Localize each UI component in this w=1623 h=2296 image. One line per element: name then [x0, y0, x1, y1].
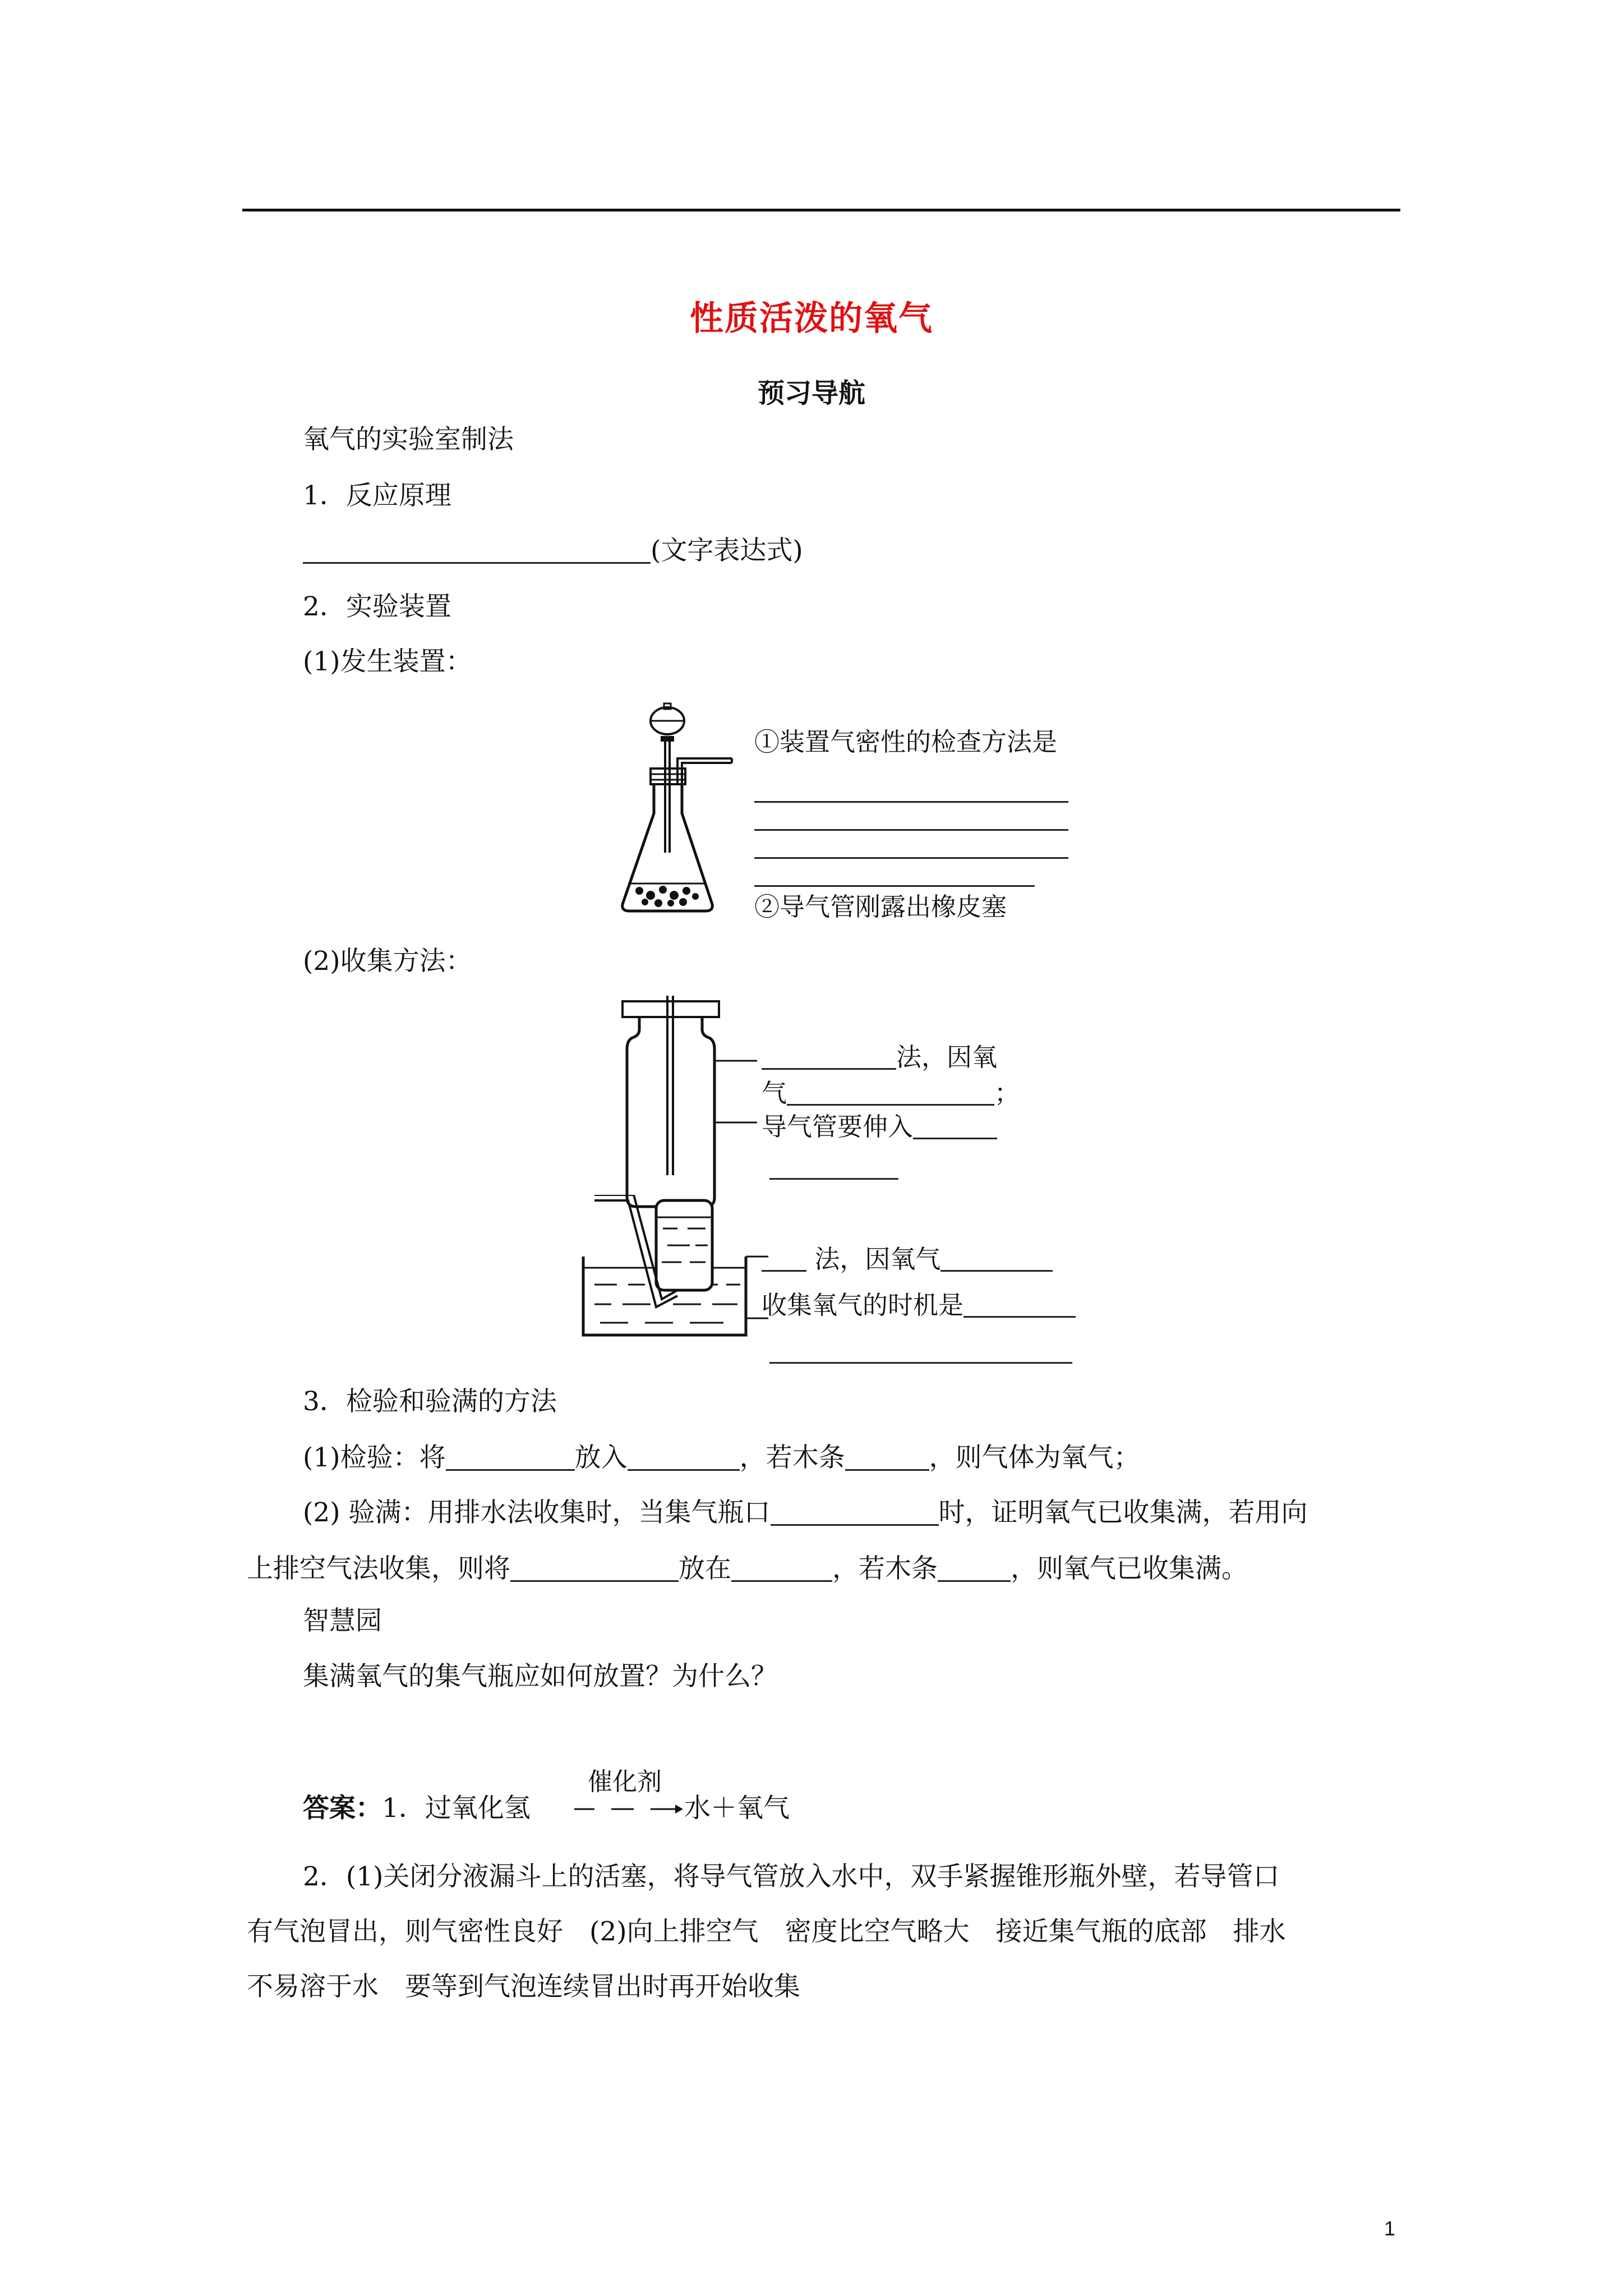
- fill-blank[interactable]: [754, 799, 1068, 803]
- fill-blank[interactable]: [769, 1176, 898, 1180]
- answer-line-4: 不易溶于水 要等到气泡连续冒出时再开始收集: [247, 1971, 800, 2002]
- water-disp-line2: 收集氧气的时机是: [762, 1291, 1076, 1318]
- upward-air-collection-diagram: [617, 996, 763, 1220]
- header-rule: [242, 209, 1400, 211]
- item-1-heading: 1．反应原理: [303, 480, 451, 511]
- catalyst-label: 催化剂: [588, 1768, 662, 1796]
- fill-blank[interactable]: [913, 1113, 997, 1139]
- item-1-answer-line: [303, 537, 803, 564]
- item-3-heading: 3．检验和验满的方法: [303, 1386, 557, 1417]
- water-displacement-diagram: [578, 1195, 768, 1341]
- item-2-heading: 2．实验装置: [303, 591, 451, 622]
- upward-air-line1: 法，因氧: [762, 1043, 997, 1070]
- fill-blank[interactable]: [762, 1245, 806, 1272]
- answer-label: 答案：: [303, 1793, 382, 1824]
- fill-blank[interactable]: [628, 1444, 740, 1471]
- answer-line-2: 2．(1)关闭分液漏斗上的活塞，将导气管放入水中，双手紧握锥形瓶外壁，若导管口: [303, 1861, 1280, 1892]
- fill-blank[interactable]: [303, 537, 651, 564]
- fill-blank[interactable]: [754, 827, 1068, 831]
- item-3-sub2-line1: (2) 验满：用排水法收集时，当集气瓶口 时，证明氧气已收集满，若用向: [303, 1497, 1308, 1528]
- airtightness-label: ①装置气密性的检查方法是: [754, 727, 1058, 757]
- item-2-sub1: (1)发生装置：: [303, 646, 472, 677]
- fill-blank[interactable]: [446, 1444, 575, 1471]
- page-title: 性质活泼的氧气: [690, 299, 933, 338]
- fill-blank[interactable]: [938, 1556, 1011, 1582]
- item-2-sub2: (2)收集方法：: [303, 946, 472, 977]
- page-number: 1: [1384, 2217, 1396, 2240]
- upward-air-line2: 气 ；: [762, 1078, 1020, 1108]
- wisdom-question: 集满氧气的集气瓶应如何放置？为什么？: [303, 1661, 777, 1692]
- fill-blank[interactable]: [754, 883, 1035, 887]
- section-heading: 氧气的实验室制法: [303, 424, 514, 455]
- fill-blank[interactable]: [769, 1360, 1072, 1364]
- reaction-arrow-icon: [572, 1798, 684, 1820]
- fill-blank[interactable]: [771, 1499, 939, 1526]
- wisdom-heading: 智慧园: [303, 1605, 382, 1636]
- generation-apparatus-diagram: [611, 696, 757, 931]
- answer-line-1-products: 水＋氧气: [684, 1793, 790, 1824]
- item-3-sub2-line2: 上排空气法收集，则将 放在 ，若木条 ，则氧气已收集满。: [247, 1553, 1248, 1584]
- answer-line-1: 答案：1．过氧化氢: [303, 1793, 531, 1824]
- fill-blank[interactable]: [510, 1556, 679, 1582]
- fill-blank[interactable]: [731, 1556, 832, 1582]
- item-3-sub1: (1)检验：将 放入 ，若木条 ，则气体为氧气；: [303, 1442, 1140, 1473]
- fill-blank[interactable]: [940, 1245, 1053, 1272]
- tube-note-label: ②导气管刚露出橡皮塞: [754, 892, 1007, 922]
- fill-blank[interactable]: [762, 1043, 896, 1070]
- fill-blank[interactable]: [845, 1444, 929, 1471]
- upward-air-line3: 导气管要伸入: [762, 1113, 997, 1139]
- fill-blank[interactable]: [754, 855, 1068, 859]
- water-disp-line1: 法，因氧气: [762, 1245, 1053, 1272]
- fill-blank[interactable]: [787, 1079, 994, 1106]
- fill-blank[interactable]: [963, 1291, 1076, 1318]
- expression-note: (文字表达式): [651, 535, 803, 566]
- section-subtitle: 预习导航: [757, 378, 865, 409]
- answer-line-3: 有气泡冒出，则气密性良好 (2)向上排空气 密度比空气略大 接近集气瓶的底部 排水: [247, 1916, 1286, 1947]
